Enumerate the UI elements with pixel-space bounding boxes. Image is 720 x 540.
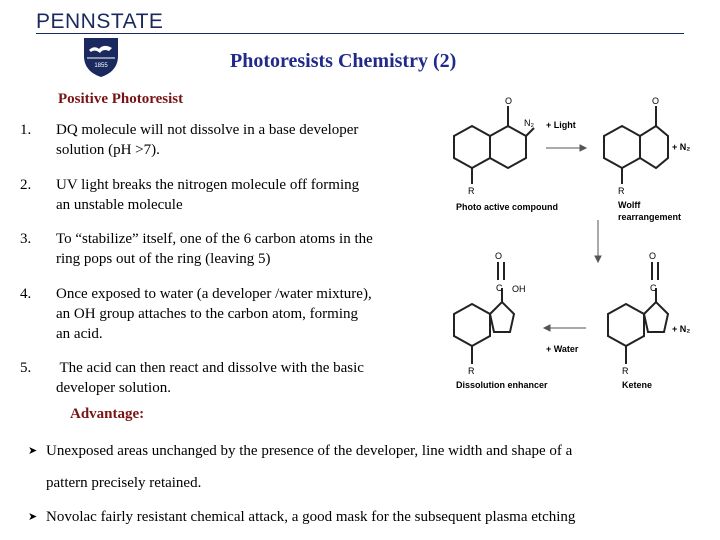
- step-line: Once exposed to water (a developer /water mixture),: [56, 286, 372, 302]
- arrow-bullet-icon: ➤: [28, 510, 38, 523]
- oxygen-label: O: [652, 96, 660, 106]
- step-number: 3.: [20, 231, 32, 247]
- ketene-label: Ketene: [622, 380, 653, 390]
- step-line: an acid.: [56, 326, 103, 342]
- hydroxyl-label: OH: [512, 284, 526, 294]
- advantage-text: Novolac fairly resistant chemical attack, a good mask for the subsequent plasma etching: [46, 509, 576, 525]
- step-line: The acid can then react and dissolve with the basic: [56, 360, 364, 376]
- plus-n2-label: + N₂: [672, 142, 691, 152]
- photo-active-label: Photo active compound: [456, 202, 559, 212]
- step-number: 2.: [20, 177, 32, 193]
- oxygen-label: O: [495, 251, 503, 261]
- advantage-heading: Advantage:: [70, 406, 145, 422]
- step-line: UV light breaks the nitrogen molecule off forming: [56, 177, 360, 193]
- oxygen-label: O: [505, 96, 513, 106]
- down-arrow-icon: [595, 220, 601, 262]
- photo-active-compound-molecule: [454, 106, 534, 184]
- left-arrow-icon: [544, 325, 586, 331]
- step-line: To “stabilize” itself, one of the 6 carbon atoms in the: [56, 231, 373, 247]
- step-text: [56, 120, 440, 160]
- step-line: an OH group attaches to the carbon atom, forming: [56, 306, 358, 322]
- university-shield-icon: [82, 36, 120, 78]
- r-group-label: R: [468, 186, 475, 196]
- n2-label: N₂: [524, 118, 534, 128]
- advantage-text: Unexposed areas unchanged by the presence of the developer, line width and shape of a: [46, 443, 573, 459]
- section-heading: Positive Photoresist: [58, 91, 184, 107]
- step-text: [56, 358, 440, 398]
- dissolution-enhancer-label: Dissolution enhancer: [456, 380, 548, 390]
- step-line: solution (pH >7).: [56, 142, 160, 158]
- advantage-continuation: pattern precisely retained.: [46, 475, 202, 491]
- dissolution-enhancer-molecule: [454, 262, 514, 364]
- plus-n2-label: + N₂: [672, 324, 691, 334]
- step-text: [56, 284, 440, 344]
- step-line: ring pops out of the ring (leaving 5): [56, 251, 271, 267]
- svg-text:1855: 1855: [94, 63, 108, 69]
- wolff-label: Wolff: [618, 200, 641, 210]
- step-number: 4.: [20, 286, 32, 302]
- step-text: [56, 175, 440, 215]
- step-number: 1.: [20, 122, 32, 138]
- carbon-label: C: [650, 283, 657, 293]
- intermediate-molecule: [604, 106, 668, 184]
- ketene-molecule: [608, 262, 668, 364]
- right-arrow-icon: [546, 145, 586, 151]
- step-line: an unstable molecule: [56, 197, 183, 213]
- plus-light-label: + Light: [546, 120, 576, 130]
- plus-water-label: + Water: [546, 344, 579, 354]
- step-line: DQ molecule will not dissolve in a base developer: [56, 122, 359, 138]
- r-group-label: R: [468, 366, 475, 376]
- step-line: developer solution.: [56, 380, 171, 396]
- oxygen-label: O: [649, 251, 657, 261]
- arrow-bullet-icon: ➤: [28, 444, 38, 457]
- slide-title: Photoresists Chemistry (2): [230, 50, 457, 72]
- reaction-diagram: [442, 92, 700, 404]
- header-divider: [36, 33, 684, 34]
- rearrangement-label: rearrangement: [618, 212, 682, 222]
- step-number: 5.: [20, 360, 32, 376]
- step-text: [56, 229, 440, 269]
- carbon-label: C: [496, 283, 503, 293]
- university-logo-text: PENNSTATE: [36, 10, 164, 33]
- r-group-label: R: [618, 186, 625, 196]
- r-group-label: R: [622, 366, 629, 376]
